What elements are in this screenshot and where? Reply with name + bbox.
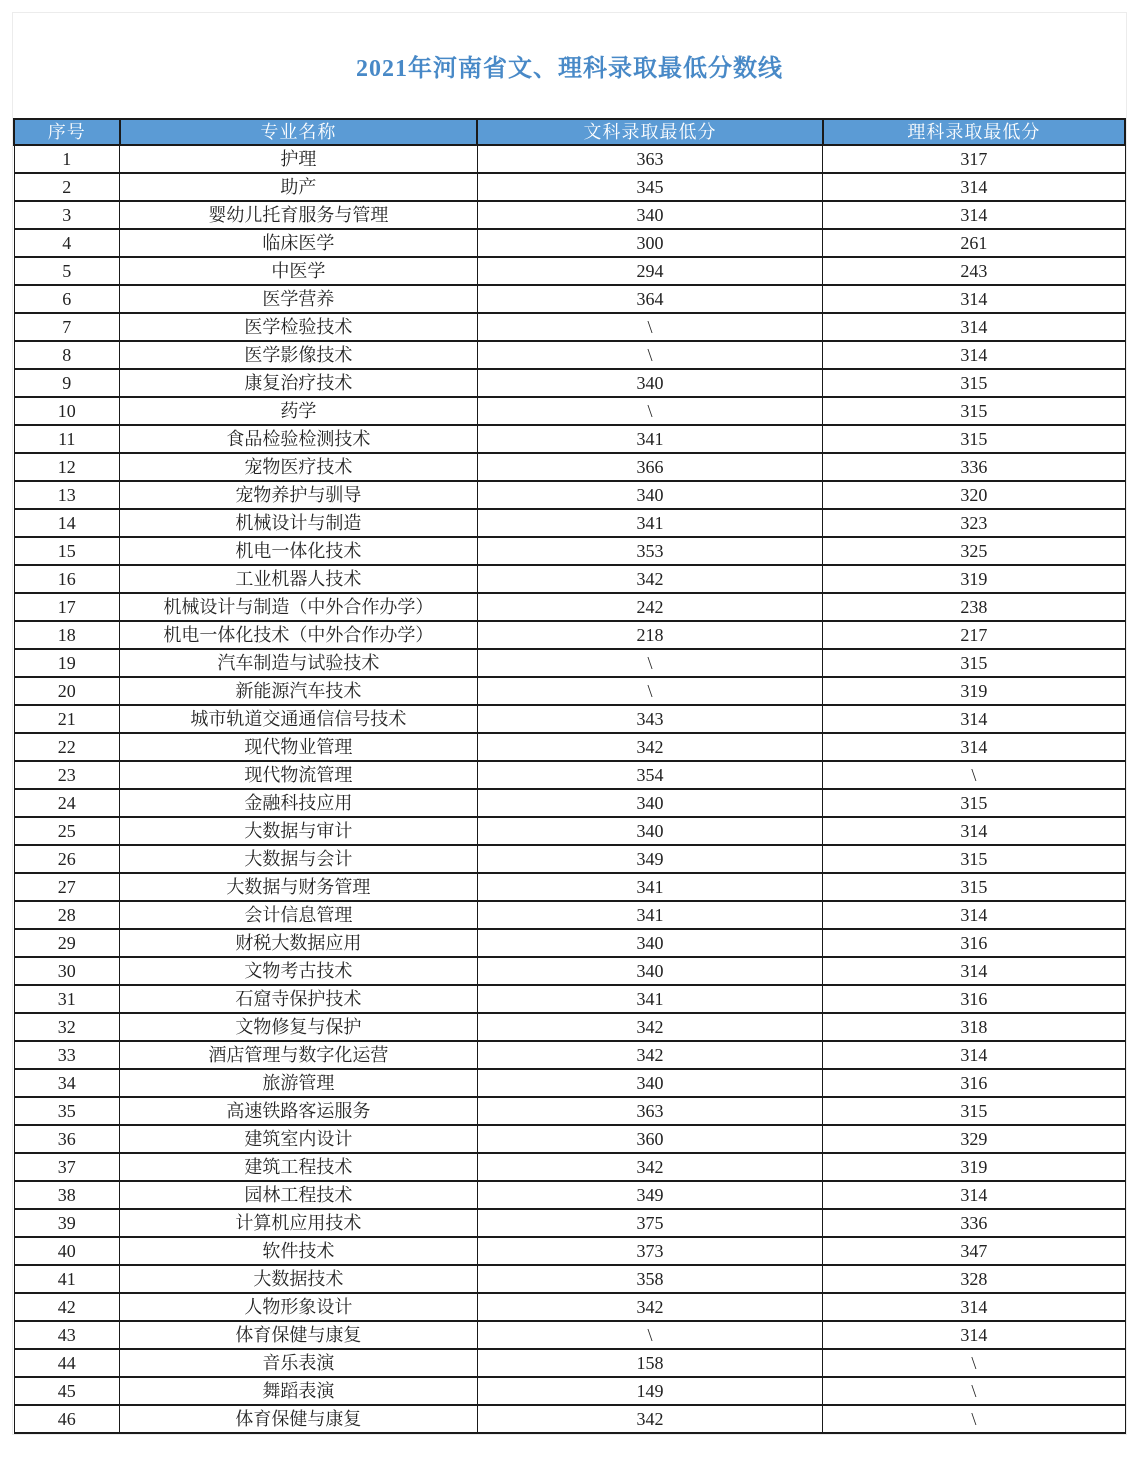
science-score-cell: \ bbox=[823, 1349, 1125, 1377]
science-score-cell: 347 bbox=[823, 1237, 1125, 1265]
major-name-cell: 园林工程技术 bbox=[120, 1181, 478, 1209]
science-score-cell: 319 bbox=[823, 565, 1125, 593]
major-name-cell: 助产 bbox=[120, 173, 478, 201]
table-row bbox=[14, 1349, 1125, 1377]
row-index-cell: 38 bbox=[14, 1181, 120, 1209]
major-name-cell: 新能源汽车技术 bbox=[120, 677, 478, 705]
science-score-cell: 319 bbox=[823, 677, 1125, 705]
science-score-cell: 314 bbox=[823, 173, 1125, 201]
table-row bbox=[14, 817, 1125, 845]
table-row bbox=[14, 1069, 1125, 1097]
liberal-arts-score-cell: 149 bbox=[477, 1377, 823, 1405]
row-index-cell: 23 bbox=[14, 761, 120, 789]
liberal-arts-score-cell: 342 bbox=[477, 1013, 823, 1041]
table-row bbox=[14, 1377, 1125, 1405]
major-name-cell: 城市轨道交通通信信号技术 bbox=[120, 705, 478, 733]
science-score-cell: 315 bbox=[823, 425, 1125, 453]
table-row bbox=[14, 593, 1125, 621]
row-index-cell: 7 bbox=[14, 313, 120, 341]
liberal-arts-score-cell: \ bbox=[477, 649, 823, 677]
liberal-arts-score-cell: 218 bbox=[477, 621, 823, 649]
scores-table bbox=[13, 118, 1126, 1434]
table-row bbox=[14, 369, 1125, 397]
liberal-arts-score-cell: 349 bbox=[477, 1181, 823, 1209]
liberal-arts-score-cell: 373 bbox=[477, 1237, 823, 1265]
table-body bbox=[14, 145, 1125, 1433]
science-score-cell: 314 bbox=[823, 1041, 1125, 1069]
major-name-cell: 护理 bbox=[120, 145, 478, 173]
row-index-cell: 14 bbox=[14, 509, 120, 537]
science-score-cell: 316 bbox=[823, 1069, 1125, 1097]
liberal-arts-score-cell: 340 bbox=[477, 201, 823, 229]
major-name-cell: 软件技术 bbox=[120, 1237, 478, 1265]
major-name-cell: 体育保健与康复 bbox=[120, 1321, 478, 1349]
row-index-cell: 41 bbox=[14, 1265, 120, 1293]
science-score-cell: 314 bbox=[823, 341, 1125, 369]
liberal-arts-score-cell: 342 bbox=[477, 1041, 823, 1069]
liberal-arts-score-cell: 342 bbox=[477, 565, 823, 593]
column-header-index: 序号 bbox=[14, 119, 120, 145]
table-row bbox=[14, 677, 1125, 705]
row-index-cell: 22 bbox=[14, 733, 120, 761]
science-score-cell: 314 bbox=[823, 733, 1125, 761]
table-row bbox=[14, 789, 1125, 817]
major-name-cell: 机电一体化技术 bbox=[120, 537, 478, 565]
liberal-arts-score-cell: 363 bbox=[477, 1097, 823, 1125]
title-block bbox=[13, 13, 1126, 118]
row-index-cell: 15 bbox=[14, 537, 120, 565]
table-row bbox=[14, 1293, 1125, 1321]
major-name-cell: 宠物养护与驯导 bbox=[120, 481, 478, 509]
row-index-cell: 16 bbox=[14, 565, 120, 593]
liberal-arts-score-cell: 340 bbox=[477, 929, 823, 957]
table-row bbox=[14, 1013, 1125, 1041]
science-score-cell: 314 bbox=[823, 1293, 1125, 1321]
liberal-arts-score-cell: 341 bbox=[477, 985, 823, 1013]
liberal-arts-score-cell: 364 bbox=[477, 285, 823, 313]
major-name-cell: 机械设计与制造（中外合作办学） bbox=[120, 593, 478, 621]
science-score-cell: 243 bbox=[823, 257, 1125, 285]
table-row bbox=[14, 229, 1125, 257]
row-index-cell: 40 bbox=[14, 1237, 120, 1265]
science-score-cell: 315 bbox=[823, 369, 1125, 397]
liberal-arts-score-cell: 341 bbox=[477, 509, 823, 537]
liberal-arts-score-cell: 342 bbox=[477, 1405, 823, 1433]
liberal-arts-score-cell: 341 bbox=[477, 901, 823, 929]
row-index-cell: 46 bbox=[14, 1405, 120, 1433]
science-score-cell: 336 bbox=[823, 453, 1125, 481]
row-index-cell: 29 bbox=[14, 929, 120, 957]
major-name-cell: 汽车制造与试验技术 bbox=[120, 649, 478, 677]
science-score-cell: 238 bbox=[823, 593, 1125, 621]
major-name-cell: 医学检验技术 bbox=[120, 313, 478, 341]
liberal-arts-score-cell: 341 bbox=[477, 425, 823, 453]
major-name-cell: 现代物业管理 bbox=[120, 733, 478, 761]
table-row bbox=[14, 341, 1125, 369]
liberal-arts-score-cell: 340 bbox=[477, 369, 823, 397]
row-index-cell: 43 bbox=[14, 1321, 120, 1349]
table-row bbox=[14, 761, 1125, 789]
table-row bbox=[14, 425, 1125, 453]
row-index-cell: 27 bbox=[14, 873, 120, 901]
liberal-arts-score-cell: 366 bbox=[477, 453, 823, 481]
science-score-cell: 314 bbox=[823, 285, 1125, 313]
row-index-cell: 24 bbox=[14, 789, 120, 817]
liberal-arts-score-cell: 360 bbox=[477, 1125, 823, 1153]
major-name-cell: 文物考古技术 bbox=[120, 957, 478, 985]
major-name-cell: 医学营养 bbox=[120, 285, 478, 313]
science-score-cell: 320 bbox=[823, 481, 1125, 509]
row-index-cell: 26 bbox=[14, 845, 120, 873]
science-score-cell: 314 bbox=[823, 1181, 1125, 1209]
row-index-cell: 13 bbox=[14, 481, 120, 509]
major-name-cell: 临床医学 bbox=[120, 229, 478, 257]
row-index-cell: 20 bbox=[14, 677, 120, 705]
science-score-cell: 329 bbox=[823, 1125, 1125, 1153]
table-row bbox=[14, 1181, 1125, 1209]
row-index-cell: 3 bbox=[14, 201, 120, 229]
science-score-cell: 323 bbox=[823, 509, 1125, 537]
liberal-arts-score-cell: 354 bbox=[477, 761, 823, 789]
science-score-cell: \ bbox=[823, 761, 1125, 789]
science-score-cell: 314 bbox=[823, 817, 1125, 845]
liberal-arts-score-cell: 340 bbox=[477, 957, 823, 985]
table-row bbox=[14, 537, 1125, 565]
column-header-science-min-score: 理科录取最低分 bbox=[823, 119, 1125, 145]
major-name-cell: 大数据与审计 bbox=[120, 817, 478, 845]
table-row bbox=[14, 565, 1125, 593]
major-name-cell: 大数据与会计 bbox=[120, 845, 478, 873]
liberal-arts-score-cell: 342 bbox=[477, 733, 823, 761]
major-name-cell: 音乐表演 bbox=[120, 1349, 478, 1377]
major-name-cell: 计算机应用技术 bbox=[120, 1209, 478, 1237]
liberal-arts-score-cell: 343 bbox=[477, 705, 823, 733]
content-card bbox=[12, 12, 1127, 1435]
row-index-cell: 32 bbox=[14, 1013, 120, 1041]
major-name-cell: 机械设计与制造 bbox=[120, 509, 478, 537]
major-name-cell: 食品检验检测技术 bbox=[120, 425, 478, 453]
table-row bbox=[14, 1153, 1125, 1181]
table-row bbox=[14, 1209, 1125, 1237]
liberal-arts-score-cell: 340 bbox=[477, 789, 823, 817]
major-name-cell: 金融科技应用 bbox=[120, 789, 478, 817]
table-row bbox=[14, 985, 1125, 1013]
page bbox=[0, 12, 1139, 1458]
major-name-cell: 建筑室内设计 bbox=[120, 1125, 478, 1153]
row-index-cell: 1 bbox=[14, 145, 120, 173]
science-score-cell: 315 bbox=[823, 649, 1125, 677]
science-score-cell: 315 bbox=[823, 845, 1125, 873]
liberal-arts-score-cell: 340 bbox=[477, 481, 823, 509]
table-row bbox=[14, 257, 1125, 285]
table-row bbox=[14, 313, 1125, 341]
science-score-cell: 217 bbox=[823, 621, 1125, 649]
row-index-cell: 21 bbox=[14, 705, 120, 733]
row-index-cell: 17 bbox=[14, 593, 120, 621]
liberal-arts-score-cell: \ bbox=[477, 397, 823, 425]
row-index-cell: 44 bbox=[14, 1349, 120, 1377]
science-score-cell: \ bbox=[823, 1377, 1125, 1405]
row-index-cell: 42 bbox=[14, 1293, 120, 1321]
science-score-cell: 319 bbox=[823, 1153, 1125, 1181]
major-name-cell: 康复治疗技术 bbox=[120, 369, 478, 397]
table-row bbox=[14, 1097, 1125, 1125]
liberal-arts-score-cell: 353 bbox=[477, 537, 823, 565]
science-score-cell: 314 bbox=[823, 957, 1125, 985]
table-row bbox=[14, 285, 1125, 313]
major-name-cell: 石窟寺保护技术 bbox=[120, 985, 478, 1013]
liberal-arts-score-cell: \ bbox=[477, 341, 823, 369]
major-name-cell: 体育保健与康复 bbox=[120, 1405, 478, 1433]
science-score-cell: \ bbox=[823, 1405, 1125, 1433]
table-row bbox=[14, 649, 1125, 677]
major-name-cell: 药学 bbox=[120, 397, 478, 425]
row-index-cell: 5 bbox=[14, 257, 120, 285]
table-row bbox=[14, 957, 1125, 985]
liberal-arts-score-cell: 294 bbox=[477, 257, 823, 285]
liberal-arts-score-cell: 300 bbox=[477, 229, 823, 257]
table-row bbox=[14, 1125, 1125, 1153]
row-index-cell: 11 bbox=[14, 425, 120, 453]
major-name-cell: 高速铁路客运服务 bbox=[120, 1097, 478, 1125]
row-index-cell: 10 bbox=[14, 397, 120, 425]
row-index-cell: 35 bbox=[14, 1097, 120, 1125]
science-score-cell: 315 bbox=[823, 789, 1125, 817]
science-score-cell: 325 bbox=[823, 537, 1125, 565]
major-name-cell: 工业机器人技术 bbox=[120, 565, 478, 593]
table-header-row bbox=[14, 119, 1125, 145]
table-row bbox=[14, 1265, 1125, 1293]
column-header-major-name: 专业名称 bbox=[120, 119, 478, 145]
table-row bbox=[14, 145, 1125, 173]
major-name-cell: 旅游管理 bbox=[120, 1069, 478, 1097]
liberal-arts-score-cell: 342 bbox=[477, 1153, 823, 1181]
liberal-arts-score-cell: 363 bbox=[477, 145, 823, 173]
row-index-cell: 2 bbox=[14, 173, 120, 201]
major-name-cell: 财税大数据应用 bbox=[120, 929, 478, 957]
major-name-cell: 酒店管理与数字化运营 bbox=[120, 1041, 478, 1069]
science-score-cell: 314 bbox=[823, 201, 1125, 229]
row-index-cell: 34 bbox=[14, 1069, 120, 1097]
table-row bbox=[14, 733, 1125, 761]
major-name-cell: 文物修复与保护 bbox=[120, 1013, 478, 1041]
liberal-arts-score-cell: 342 bbox=[477, 1293, 823, 1321]
table-row bbox=[14, 509, 1125, 537]
major-name-cell: 中医学 bbox=[120, 257, 478, 285]
page-title: 2021年河南省文、理科录取最低分数线 bbox=[356, 56, 783, 82]
science-score-cell: 314 bbox=[823, 1321, 1125, 1349]
major-name-cell: 婴幼儿托育服务与管理 bbox=[120, 201, 478, 229]
science-score-cell: 315 bbox=[823, 873, 1125, 901]
liberal-arts-score-cell: \ bbox=[477, 1321, 823, 1349]
science-score-cell: 261 bbox=[823, 229, 1125, 257]
liberal-arts-score-cell: 340 bbox=[477, 817, 823, 845]
major-name-cell: 人物形象设计 bbox=[120, 1293, 478, 1321]
table-row bbox=[14, 873, 1125, 901]
science-score-cell: 314 bbox=[823, 901, 1125, 929]
row-index-cell: 4 bbox=[14, 229, 120, 257]
table-row bbox=[14, 201, 1125, 229]
row-index-cell: 19 bbox=[14, 649, 120, 677]
liberal-arts-score-cell: \ bbox=[477, 677, 823, 705]
table-row bbox=[14, 1041, 1125, 1069]
major-name-cell: 现代物流管理 bbox=[120, 761, 478, 789]
table-row bbox=[14, 173, 1125, 201]
science-score-cell: 316 bbox=[823, 985, 1125, 1013]
science-score-cell: 318 bbox=[823, 1013, 1125, 1041]
row-index-cell: 45 bbox=[14, 1377, 120, 1405]
science-score-cell: 315 bbox=[823, 1097, 1125, 1125]
liberal-arts-score-cell: 341 bbox=[477, 873, 823, 901]
science-score-cell: 328 bbox=[823, 1265, 1125, 1293]
row-index-cell: 37 bbox=[14, 1153, 120, 1181]
major-name-cell: 医学影像技术 bbox=[120, 341, 478, 369]
row-index-cell: 12 bbox=[14, 453, 120, 481]
table-row bbox=[14, 901, 1125, 929]
row-index-cell: 30 bbox=[14, 957, 120, 985]
liberal-arts-score-cell: 375 bbox=[477, 1209, 823, 1237]
major-name-cell: 舞蹈表演 bbox=[120, 1377, 478, 1405]
liberal-arts-score-cell: 358 bbox=[477, 1265, 823, 1293]
row-index-cell: 39 bbox=[14, 1209, 120, 1237]
liberal-arts-score-cell: 345 bbox=[477, 173, 823, 201]
science-score-cell: 314 bbox=[823, 705, 1125, 733]
liberal-arts-score-cell: 158 bbox=[477, 1349, 823, 1377]
major-name-cell: 会计信息管理 bbox=[120, 901, 478, 929]
major-name-cell: 宠物医疗技术 bbox=[120, 453, 478, 481]
table-row bbox=[14, 1237, 1125, 1265]
liberal-arts-score-cell: 242 bbox=[477, 593, 823, 621]
table-row bbox=[14, 1405, 1125, 1433]
table-row bbox=[14, 1321, 1125, 1349]
row-index-cell: 8 bbox=[14, 341, 120, 369]
row-index-cell: 6 bbox=[14, 285, 120, 313]
row-index-cell: 31 bbox=[14, 985, 120, 1013]
row-index-cell: 18 bbox=[14, 621, 120, 649]
table-row bbox=[14, 929, 1125, 957]
science-score-cell: 316 bbox=[823, 929, 1125, 957]
science-score-cell: 336 bbox=[823, 1209, 1125, 1237]
major-name-cell: 机电一体化技术（中外合作办学） bbox=[120, 621, 478, 649]
major-name-cell: 大数据技术 bbox=[120, 1265, 478, 1293]
row-index-cell: 9 bbox=[14, 369, 120, 397]
row-index-cell: 36 bbox=[14, 1125, 120, 1153]
liberal-arts-score-cell: \ bbox=[477, 313, 823, 341]
table-row bbox=[14, 845, 1125, 873]
row-index-cell: 33 bbox=[14, 1041, 120, 1069]
table-row bbox=[14, 481, 1125, 509]
liberal-arts-score-cell: 349 bbox=[477, 845, 823, 873]
major-name-cell: 建筑工程技术 bbox=[120, 1153, 478, 1181]
science-score-cell: 315 bbox=[823, 397, 1125, 425]
table-row bbox=[14, 397, 1125, 425]
major-name-cell: 大数据与财务管理 bbox=[120, 873, 478, 901]
table-row bbox=[14, 453, 1125, 481]
table-row bbox=[14, 705, 1125, 733]
science-score-cell: 317 bbox=[823, 145, 1125, 173]
science-score-cell: 314 bbox=[823, 313, 1125, 341]
table-row bbox=[14, 621, 1125, 649]
liberal-arts-score-cell: 340 bbox=[477, 1069, 823, 1097]
row-index-cell: 28 bbox=[14, 901, 120, 929]
column-header-liberal-arts-min-score: 文科录取最低分 bbox=[477, 119, 823, 145]
row-index-cell: 25 bbox=[14, 817, 120, 845]
